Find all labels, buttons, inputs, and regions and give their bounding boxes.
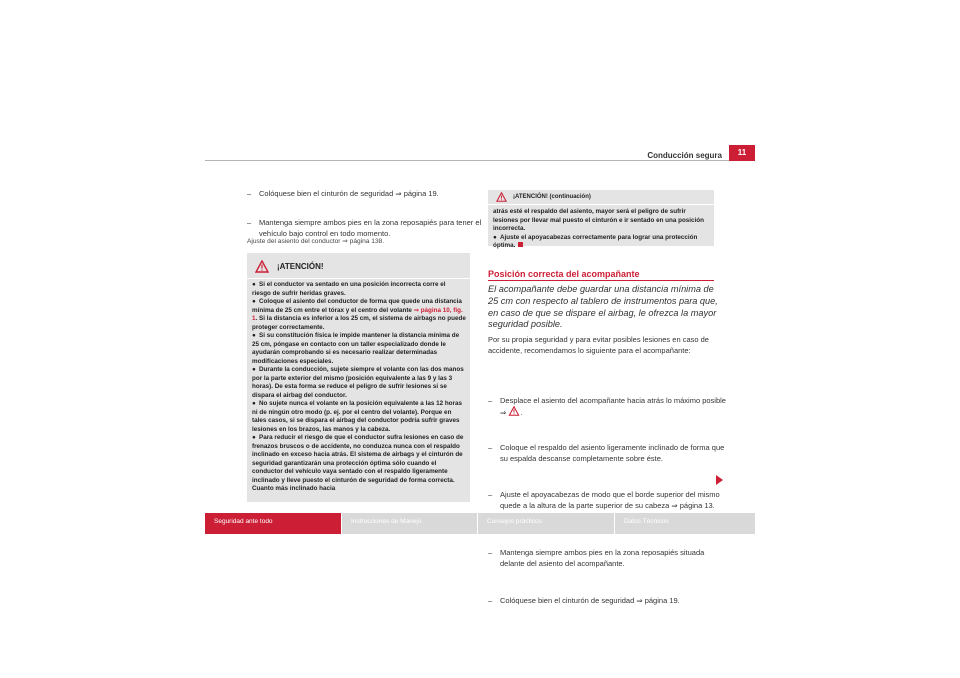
list-item: – Coloque el respaldo del asiento ligeramente inclinado de forma que su espalda descanse completamente sobre éste. xyxy=(488,442,728,464)
warning-bullet: ● Coloque el asiento del conductor de forma que quede una distancia mínima de 25 cm entre el tórax y el centro del volante ⇒ página 10, fig. 1. Si la distancia es inferior a los 25 cm, el sistema de airbags no puede proteger correctamente. xyxy=(252,298,466,331)
list-item: – Mantenga siempre ambos pies en la zona reposapiés para tener el vehículo bajo control en todo momento. xyxy=(247,217,485,239)
section-lead: El acompañante debe guardar una distancia mínima de 25 cm con respecto al tablero de instrumentos para que, en caso de que se dispare el airbag, le ofrezca la mayor seguridad posible. xyxy=(488,284,718,330)
end-square-icon xyxy=(518,242,523,247)
warning-continued-text: atrás esté el respaldo del asiento, mayor será el peligro de sufrir lesiones por llevar mal puesto el cinturón e ir sentado en una posición incorrecta. xyxy=(493,208,704,232)
footer-tab-datos[interactable]: Datos Técnicos xyxy=(615,513,755,534)
next-page-arrow-icon[interactable] xyxy=(716,475,723,485)
warning-continued-header xyxy=(488,190,714,205)
running-header: Conducción segura xyxy=(647,151,722,160)
warning-continued-box xyxy=(488,190,714,249)
section-intro: Por su propia seguridad y para evitar posibles lesiones en caso de accidente, recomendamos lo siguiente para el acompañante: xyxy=(488,335,709,355)
warning-triangle-icon xyxy=(255,260,269,273)
warning-header xyxy=(247,258,470,279)
footer-tab-instrucciones[interactable]: Instrucciones de Manejo xyxy=(342,513,477,534)
page-link[interactable]: ⇒ página 10, fig. 1 xyxy=(252,306,463,322)
list-item: – Ajuste el apoyacabezas de modo que el borde superior del mismo quede a la altura de la parte superior de su cabeza ⇒ página 13. xyxy=(488,489,728,511)
warning-bullet: ● Para reducir el riesgo de que el conductor sufra lesiones en caso de frenazos bruscos o de accidente, no conduzca nunca con el respaldo inclinado en exceso hacia atrás. El sistema de airbags y el cinturón de seguridad garantizarán una protección óptima sólo cuando el conductor del vehículo vaya sentado con el respaldo ligeramente inclinado y lleve puesto el cinturón de seguridad de forma correcta. Cuanto más inclinado hacia xyxy=(252,434,464,492)
warning-box xyxy=(247,253,470,502)
cross-reference: Ajuste del asiento del conductor ⇒ página 138. xyxy=(247,238,385,245)
list-item: – Colóquese bien el cinturón de seguridad ⇒ página 19. xyxy=(247,188,483,199)
warning-continued-title: ¡ATENCIÓN! (continuación) xyxy=(513,194,591,200)
warning-title: ¡ATENCIÓN! xyxy=(277,261,324,271)
header-rule xyxy=(205,160,729,161)
list-item: – Colóquese bien el cinturón de seguridad ⇒ página 19. xyxy=(488,595,728,606)
warning-bullet: ● Durante la conducción, sujete siempre el volante con las dos manos por la parte exterior del mismo (posición equivalente a las 9 y las 3 horas). De esta forma se reduce el peligro de sufrir lesiones si se dispara el airbag del conductor. xyxy=(252,366,464,399)
section-title: Posición correcta del acompañante xyxy=(488,269,640,279)
warning-bullet: ● Ajuste el apoyacabezas correctamente para lograr una protección óptima. xyxy=(493,233,698,249)
warning-bullet: ● No sujete nunca el volante en la posición equivalente a las 12 horas ni de ningún otro modo (p. ej. por el centro del volante). Porque en tales casos, si se dispara el airbag del conductor podría sufrir graves lesiones en los brazos, las manos y la cabeza. xyxy=(252,400,462,433)
section-rule xyxy=(488,280,714,281)
list-item: – Desplace el asiento del acompañante hacia atrás lo máximo posible ⇒ . xyxy=(488,395,728,418)
list-item: – Mantenga siempre ambos pies en la zona reposapiés situada delante del asiento del acompañante. xyxy=(488,547,728,569)
warning-triangle-icon xyxy=(508,406,520,416)
footer-tab-consejos[interactable]: Consejos prácticos xyxy=(478,513,614,534)
footer-tab-seguridad[interactable]: Seguridad ante todo xyxy=(205,513,341,534)
page-number: 11 xyxy=(729,145,755,161)
warning-bullet: ● Si el conductor va sentado en una posición incorrecta corre el riesgo de sufrir heridas graves. xyxy=(252,281,446,297)
warning-triangle-icon xyxy=(496,192,507,202)
warning-bullet: ● Si su constitución física le impide mantener la distancia mínima de 25 cm, póngase en contacto con un taller especializado donde le ayudarán comprobando si es necesario realizar determinadas modificaciones especiales. xyxy=(252,332,460,365)
